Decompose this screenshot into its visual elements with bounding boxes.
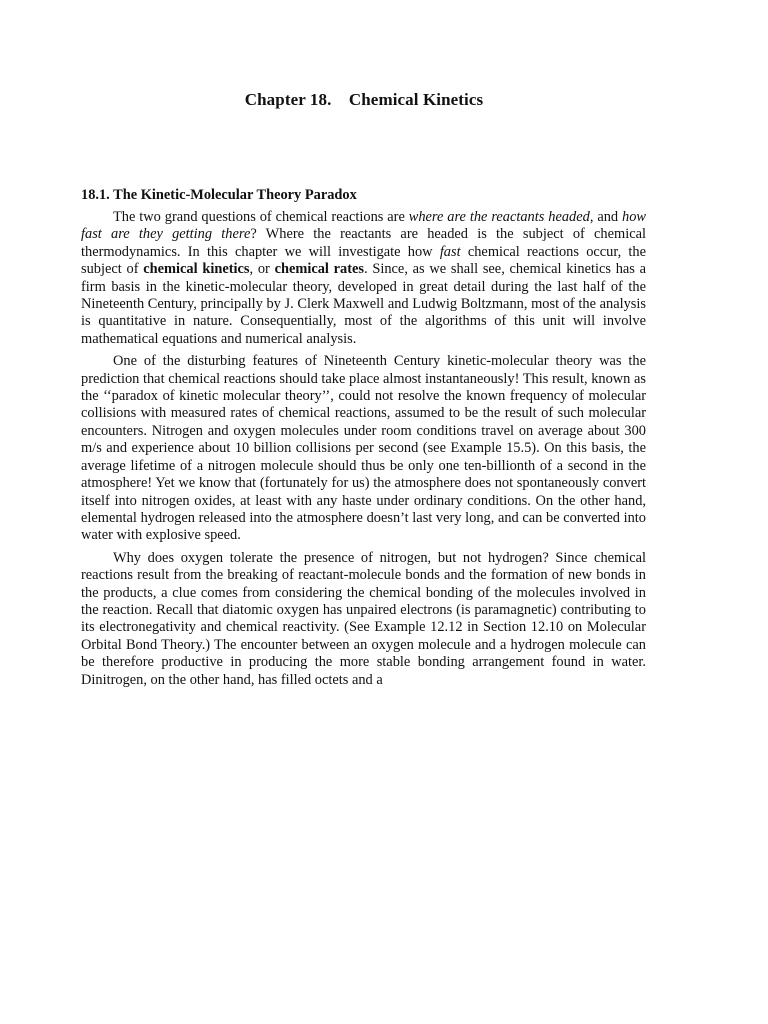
text-segment: . Since, as we shall see, chemical kinetics has a firm basis in the kinetic-molecular theory, developed in great detail during the last half of the Nineteenth Century, principally by J. Clerk Maxwell and Ludwig Boltzmann, most of the analysis is quantitative in nature. Consequentially, most of the algorithms of this unit will involve mathematical equations and numerical analysis. (81, 261, 647, 347)
text-segment: , or (249, 261, 275, 278)
emphasis-text: fast (439, 243, 461, 260)
paragraph-1 (81, 209, 646, 348)
paragraph-2 (81, 353, 646, 544)
chapter-name: Chemical Kinetics (348, 90, 484, 109)
text-segment: Why does oxygen tolerate the presence of nitrogen, but not hydrogen? Since chemical reactions result from the breaking of reactant-molecule bonds and the formation of new bonds in the products, a clue comes from considering the chemical bonding of the molecules involved in the reaction. Recall that diatomic oxygen has unpaired electrons (is paramagnetic) contributing to its electronegativity and chemical reactivity. (See Example 12.12 in Section 12.10 on Molecular Orbital Bond Theory.) The encounter between an oxygen molecule and a hydrogen molecule can be therefore productive in producing the more stable bonding arrangement found in water. Dinitrogen, on the other hand, has filled octets and a (81, 549, 646, 688)
body-text (81, 209, 646, 689)
text-segment: The two grand questions of chemical reactions are (113, 209, 409, 225)
text-segment: chemical reactions occur, the subject of (81, 243, 646, 278)
key-term: chemical kinetics (143, 261, 250, 278)
paragraph-3 (81, 550, 646, 689)
chapter-title (0, 90, 728, 110)
emphasis-text: how fast are they getting there (81, 209, 646, 243)
emphasis-text: where are the reactants headed (408, 209, 590, 225)
text-segment: , and (589, 209, 622, 225)
key-term: chemical rates (274, 261, 365, 278)
section-heading: 18.1. The Kinetic-Molecular Theory Paradox (81, 187, 357, 203)
text-segment: ? Where the reactants are headed is the subject of chemical thermodynamics. In this chapter we will investigate how (81, 226, 646, 260)
chapter-number: Chapter 18. (244, 90, 332, 109)
text-segment: One of the disturbing features of Nineteenth Century kinetic-molecular theory was the prediction that chemical reactions should take place almost instantaneously! This result, known as the ‘‘paradox of kinetic molecular theory’’, could not resolve the known frequency of molecular collisions with measured rates of chemical reactions, assumed to be the result of such molecular encounters. Nitrogen and oxygen molecules under room conditions travel on average about 300 m/s and experience about 10 billion collisions per second (see Example 15.5). On this basis, the average lifetime of a nitrogen molecule should thus be only one ten-billionth of a second in the atmosphere! Yet we know that (fortunately for us) the atmosphere does not spontaneously convert itself into nitrogen oxides, at least with any haste under ordinary conditions. On the other hand, elemental hydrogen released into the atmosphere doesn’t last very long, and can be converted into water with explosive speed. (81, 353, 646, 544)
